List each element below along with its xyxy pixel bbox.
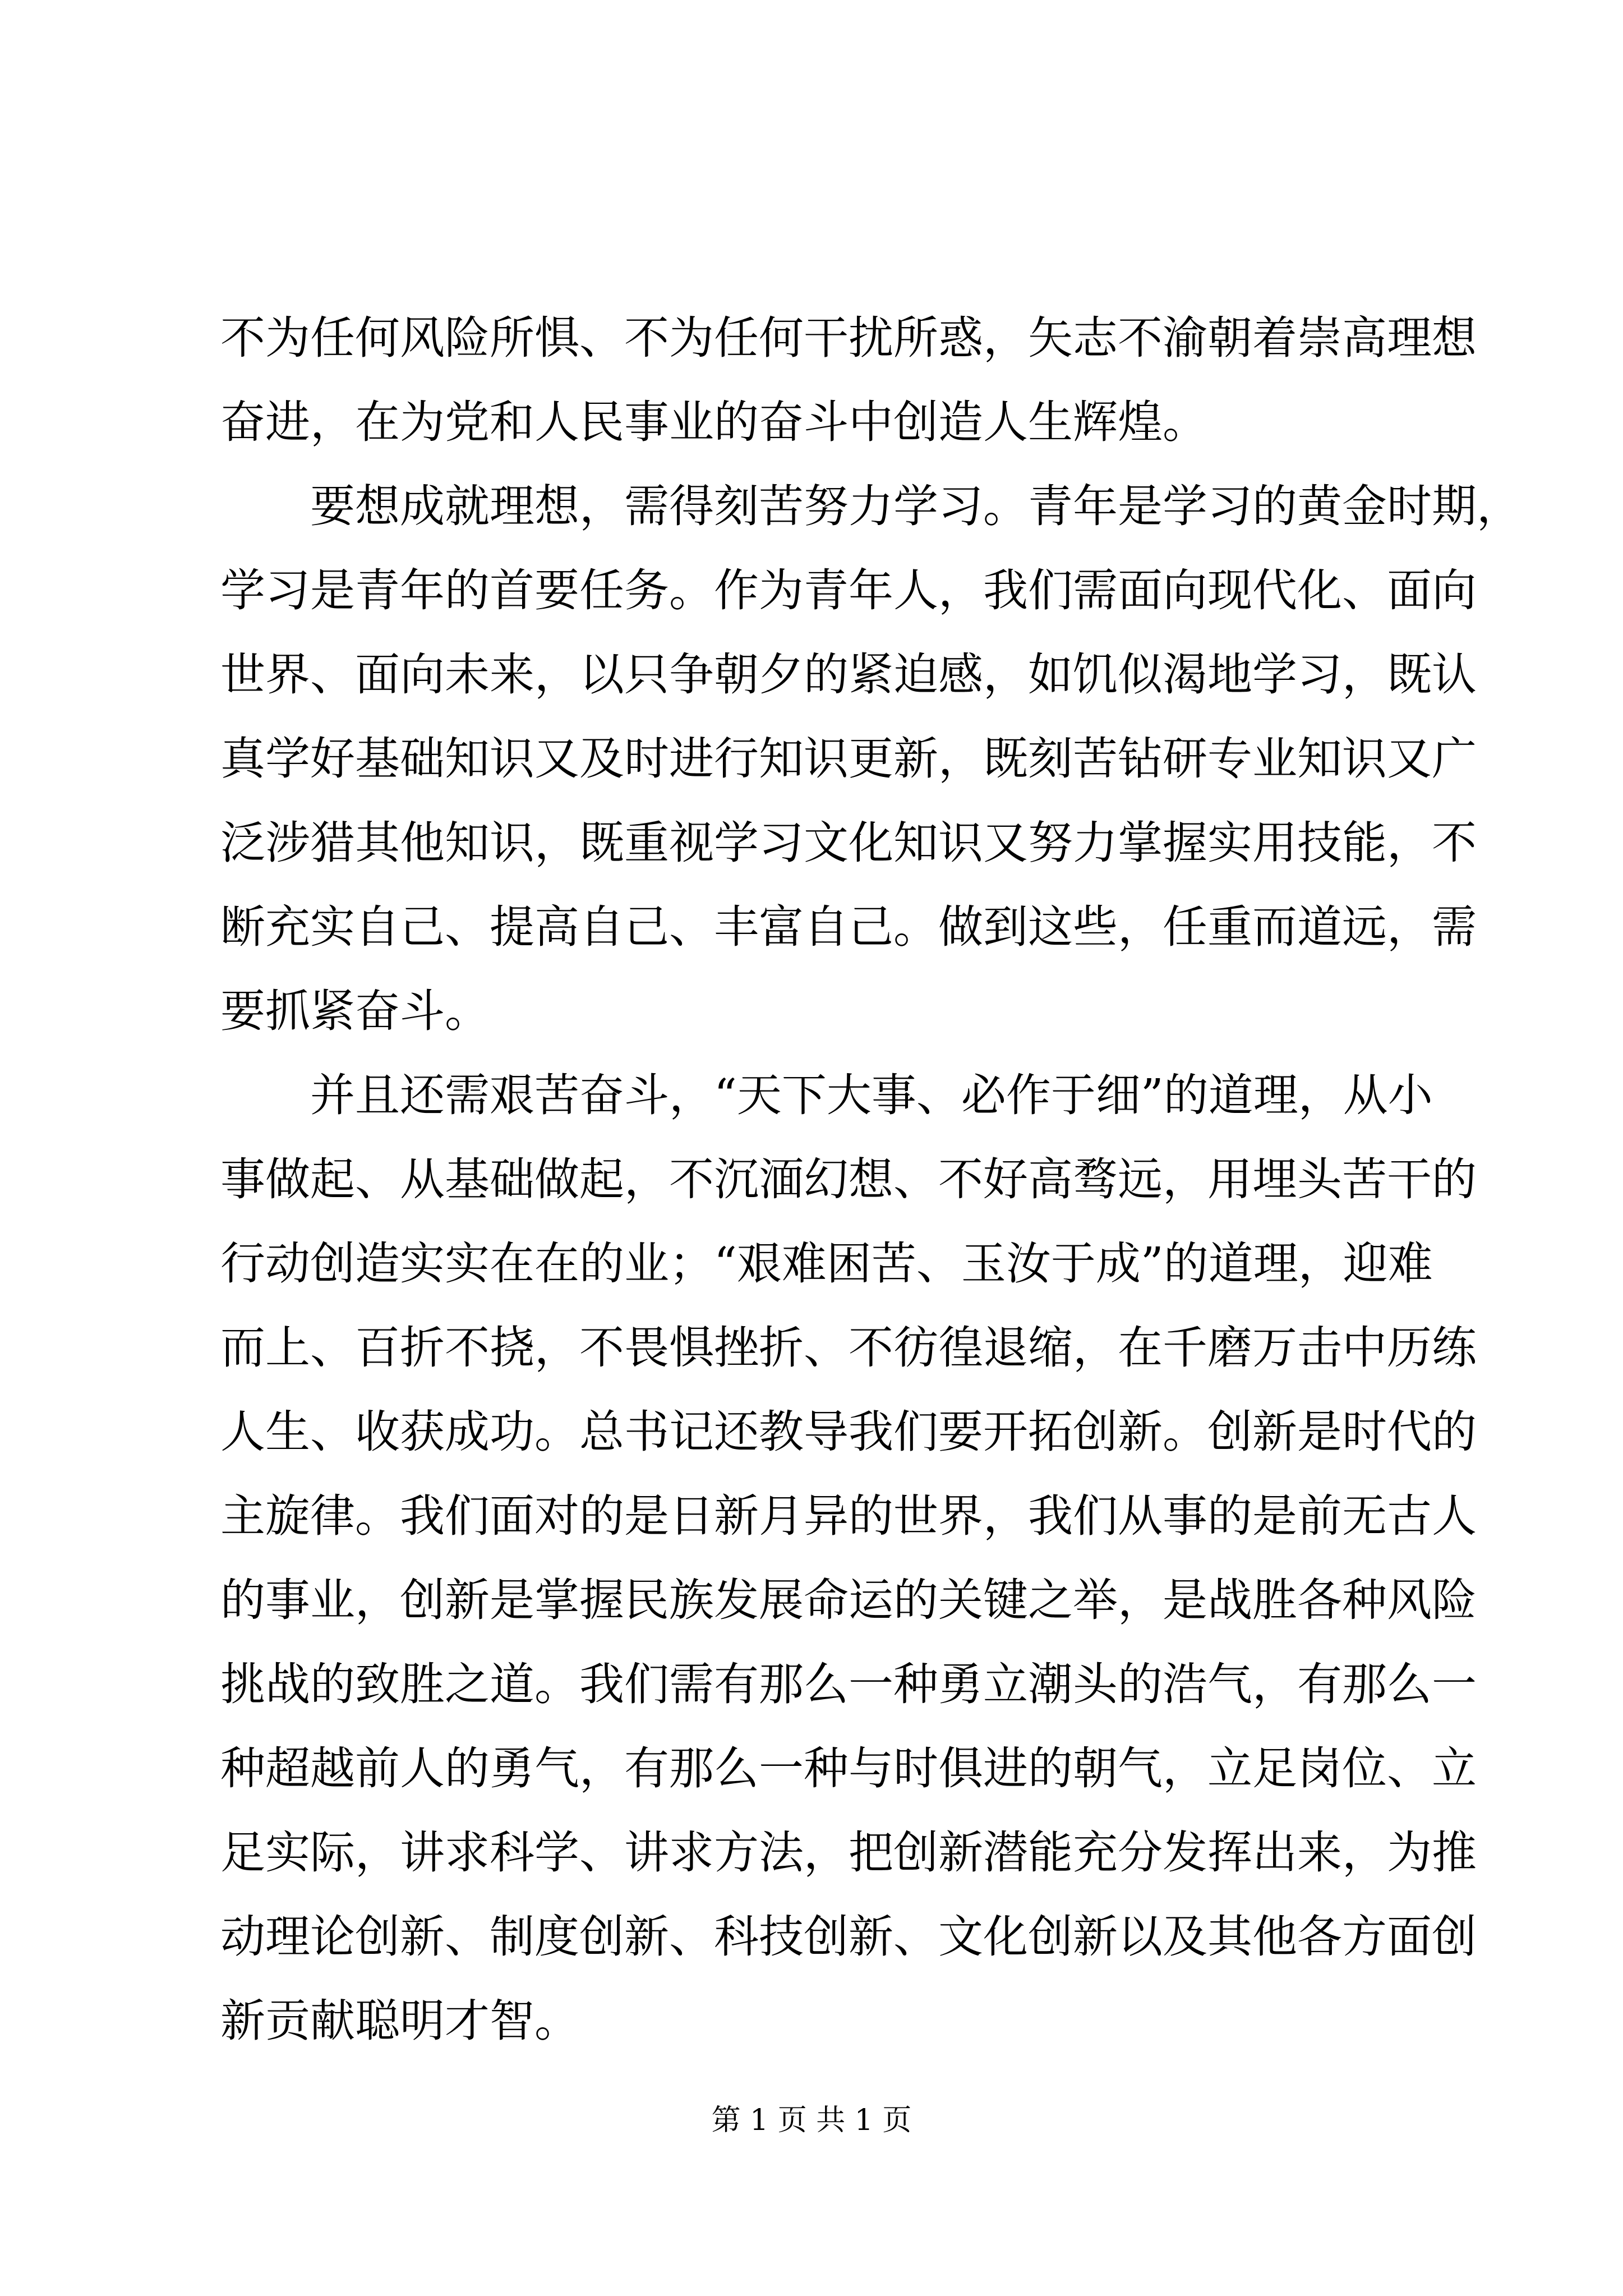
paragraph-3-line: 挑战的致胜之道。我们需有那么一种勇立潮头的浩气，有那么一 — [220, 1658, 1477, 1710]
paragraph-2-line: 真学好基础知识又及时进行知识更新，既刻苦钻研专业知识又广 — [220, 733, 1477, 785]
paragraph-1-line: 奋进，在为党和人民事业的奋斗中创造人生辉煌。 — [220, 396, 1207, 448]
paragraph-2-line: 要抓紧奋斗。 — [220, 985, 490, 1037]
page-footer: 第 1 页 共 1 页 — [711, 2104, 912, 2137]
paragraph-3-line: 动理论创新、制度创新、科技创新、文化创新以及其他各方面创 — [220, 1911, 1477, 1963]
paragraph-2-line: 学习是青年的首要任务。作为青年人，我们需面向现代化、面向 — [220, 564, 1477, 616]
paragraph-3-line: 的事业，创新是掌握民族发展命运的关键之举，是战胜各种风险 — [220, 1574, 1477, 1626]
paragraph-3-line: 主旋律。我们面对的是日新月异的世界，我们从事的是前无古人 — [220, 1490, 1477, 1542]
paragraph-3-line: 并且还需艰苦奋斗，“天下大事、必作于细”的道理，从小 — [310, 1069, 1433, 1121]
document-body — [220, 296, 1521, 2063]
paragraph-2-line: 世界、面向未来，以只争朝夕的紧迫感，如饥似渴地学习，既认 — [220, 648, 1477, 701]
paragraph-3-line: 人生、收获成功。总书记还教导我们要开拓创新。创新是时代的 — [220, 1406, 1477, 1458]
paragraph-2-line: 断充实自己、提高自己、丰富自己。做到这些，任重而道远，需 — [220, 901, 1477, 953]
paragraph-3-line: 行动创造实实在在的业；“艰难困苦、玉汝于成”的道理，迎难 — [220, 1237, 1433, 1290]
paragraph-2-line: 要想成就理想，需得刻苦努力学习。青年是学习的黄金时期， — [310, 480, 1521, 532]
paragraph-2-line: 泛涉猎其他知识，既重视学习文化知识又努力掌握实用技能，不 — [220, 817, 1477, 869]
paragraph-3-line: 事做起、从基础做起，不沉湎幻想、不好高骛远，用埋头苦干的 — [220, 1153, 1477, 1205]
paragraph-3-line: 种超越前人的勇气，有那么一种与时俱进的朝气，立足岗位、立 — [220, 1742, 1477, 1795]
paragraph-3-line: 足实际，讲求科学、讲求方法，把创新潜能充分发挥出来，为推 — [220, 1826, 1477, 1879]
paragraph-3-line: 而上、百折不挠，不畏惧挫折、不彷徨退缩，在千磨万击中历练 — [220, 1322, 1477, 1374]
paragraph-3-line: 新贡献聪明才智。 — [220, 1995, 579, 2047]
paragraph-1-line: 不为任何风险所惧、不为任何干扰所惑，矢志不渝朝着崇高理想 — [220, 312, 1477, 364]
